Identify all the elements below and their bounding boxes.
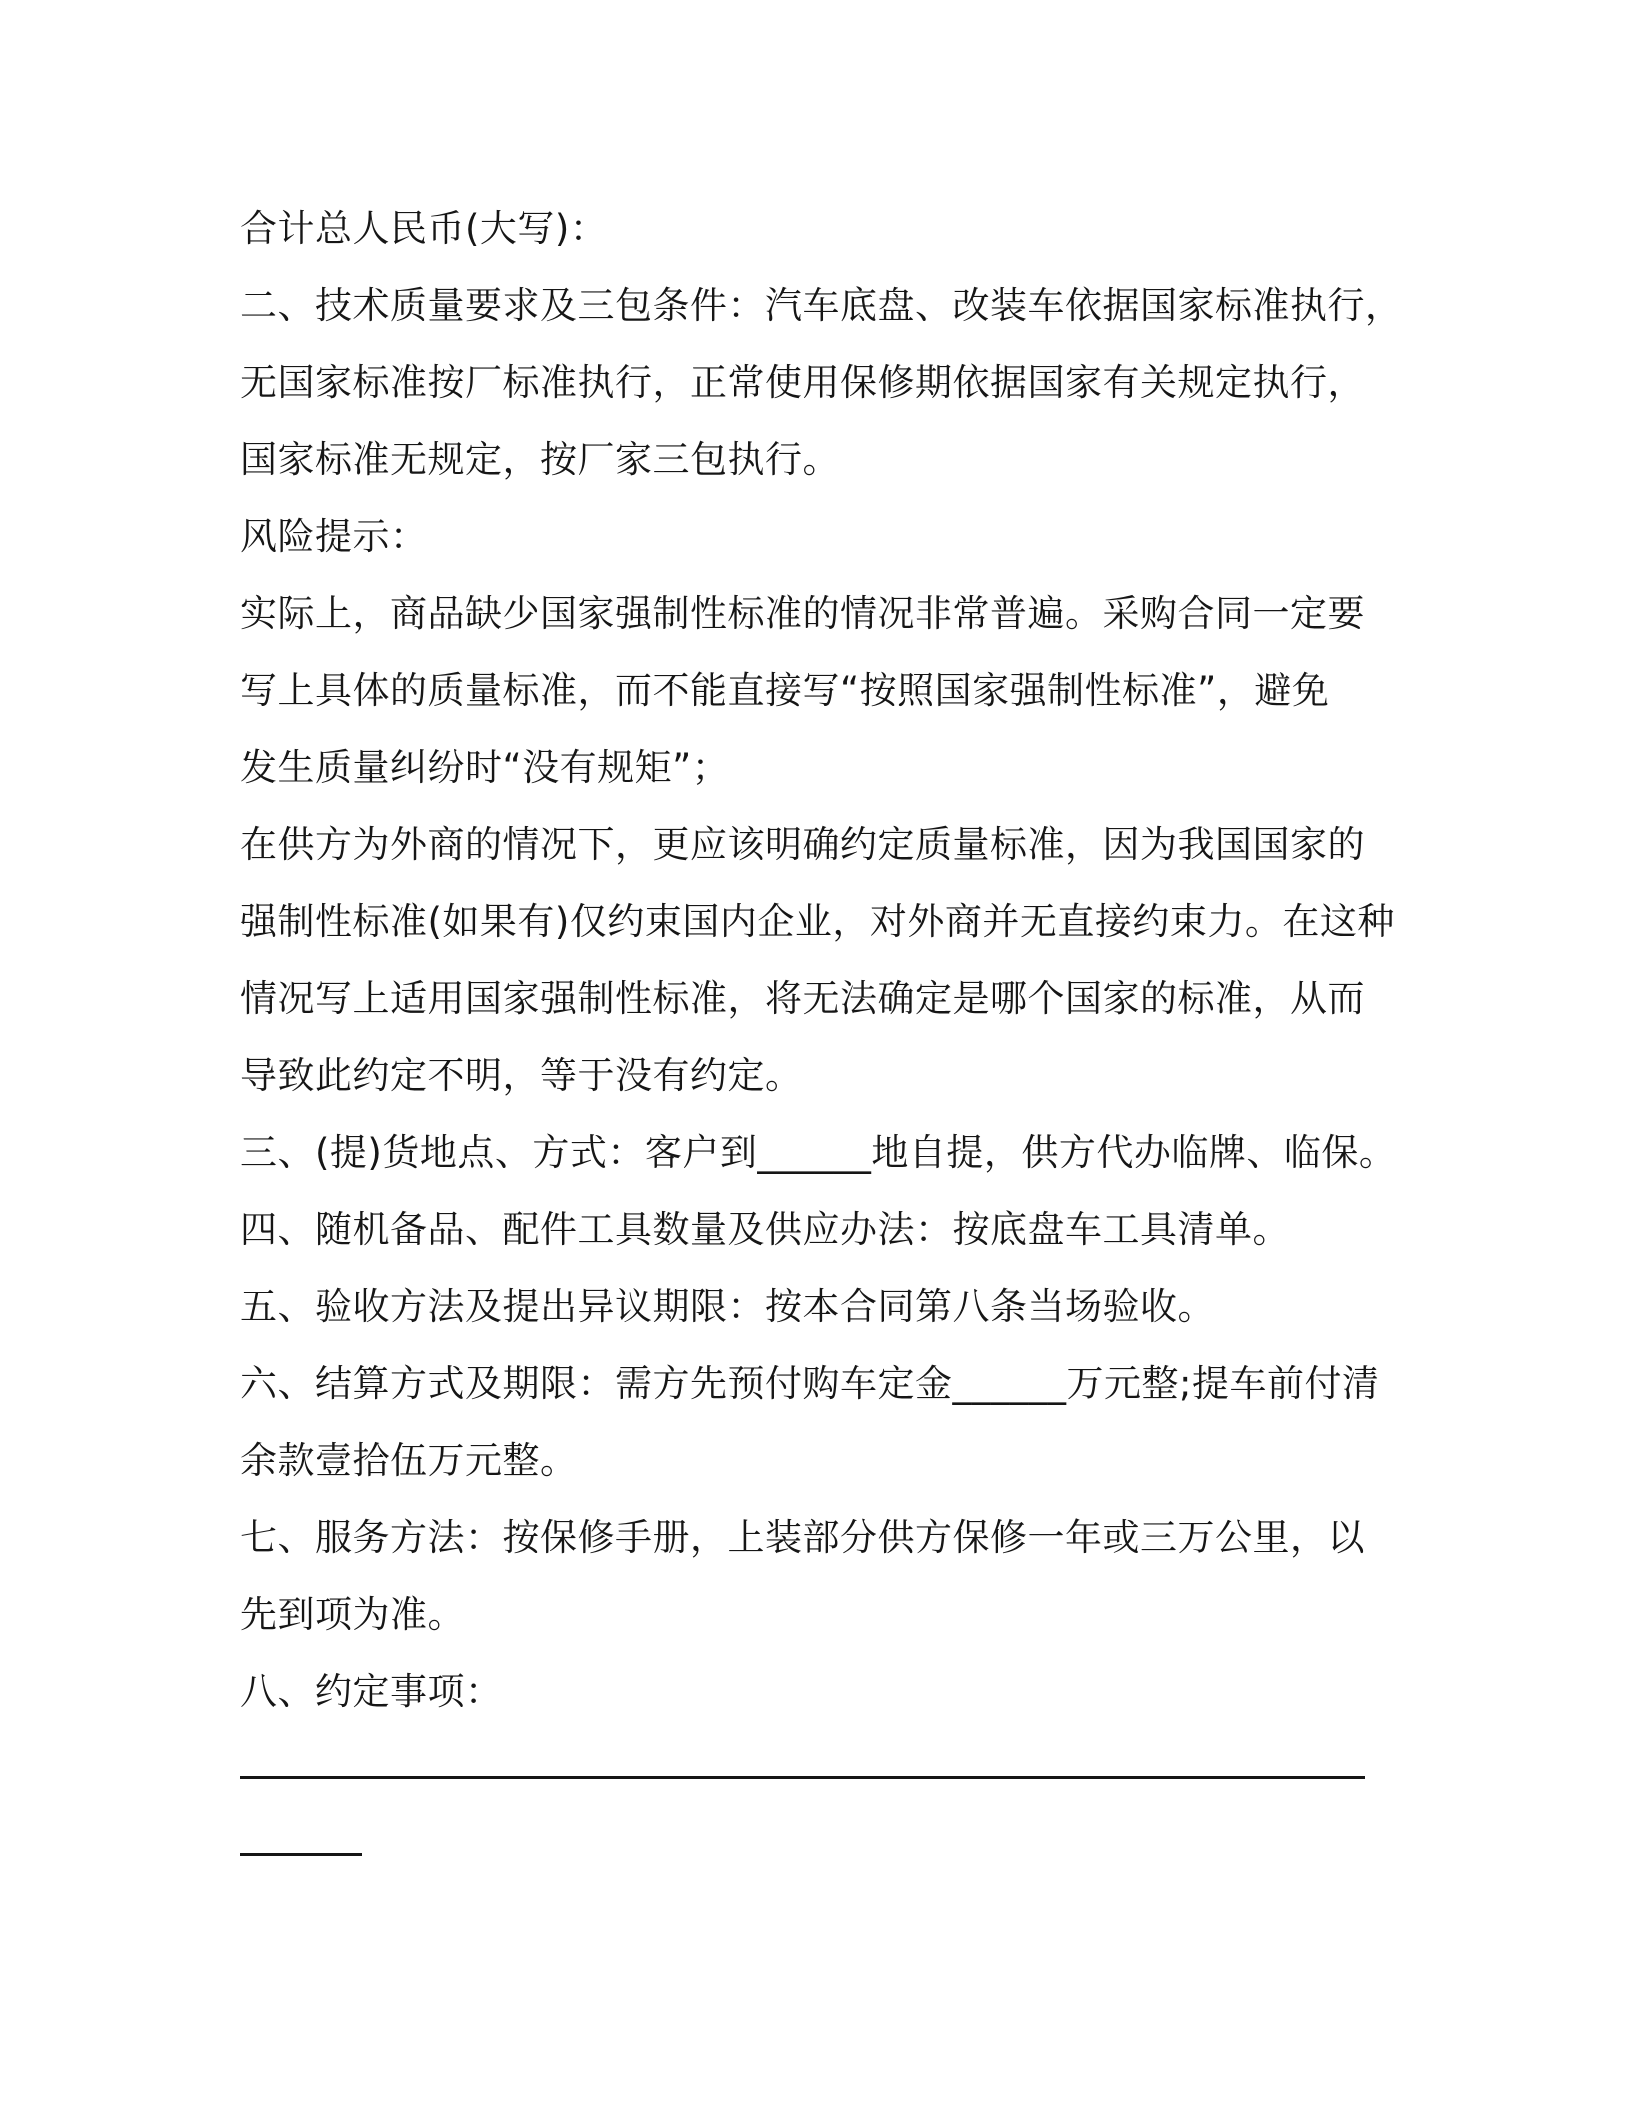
risk-paragraph-1-line-2: 写上具体的质量标准，而不能直接写“按照国家强制性标准”，避免 [240, 669, 1330, 712]
clause-6-line-2: 余款壹拾伍万元整。 [240, 1439, 578, 1482]
document-page [240, 190, 1410, 1884]
fill-in-blank-line-2 [240, 1807, 1410, 1884]
clause-5-line: 五、验收方法及提出异议期限：按本合同第八条当场验收。 [240, 1285, 1215, 1328]
clause-8-heading: 八、约定事项： [240, 1670, 503, 1713]
risk-paragraph-2-line-1: 在供方为外商的情况下，更应该明确约定质量标准，因为我国国家的 [240, 823, 1365, 866]
clause-2-line-2: 无国家标准按厂标准执行，正常使用保修期依据国家有关规定执行， [240, 361, 1365, 404]
fill-in-blank-line-1 [240, 1730, 1410, 1807]
clause-2-line-3: 国家标准无规定，按厂家三包执行。 [240, 438, 840, 481]
clause-7-line-2: 先到项为准。 [240, 1593, 465, 1636]
risk-paragraph-1-line-1: 实际上，商品缺少国家强制性标准的情况非常普遍。采购合同一定要 [240, 592, 1365, 635]
risk-paragraph-1-line-3: 发生质量纠纷时“没有规矩”； [240, 746, 730, 789]
clause-3-line: 三、(提)货地点、方式：客户到______地自提，供方代办临牌、临保。 [240, 1131, 1397, 1174]
risk-paragraph-2-line-3: 情况写上适用国家强制性标准，将无法确定是哪个国家的标准，从而 [240, 977, 1365, 1020]
clause-4-line: 四、随机备品、配件工具数量及供应办法：按底盘车工具清单。 [240, 1208, 1290, 1251]
total-amount-line: 合计总人民币(大写)： [240, 207, 608, 250]
risk-heading: 风险提示： [240, 515, 428, 558]
clause-6-line-1: 六、结算方式及期限：需方先预付购车定金______万元整;提车前付清 [240, 1362, 1380, 1405]
clause-2-line-1: 二、技术质量要求及三包条件：汽车底盘、改装车依据国家标准执行， [240, 284, 1403, 327]
risk-paragraph-2-line-2: 强制性标准(如果有)仅约束国内企业，对外商并无直接约束力。在这种 [240, 900, 1395, 943]
risk-paragraph-2-line-4: 导致此约定不明，等于没有约定。 [240, 1054, 803, 1097]
clause-7-line-1: 七、服务方法：按保修手册，上装部分供方保修一年或三万公里，以 [240, 1516, 1365, 1559]
